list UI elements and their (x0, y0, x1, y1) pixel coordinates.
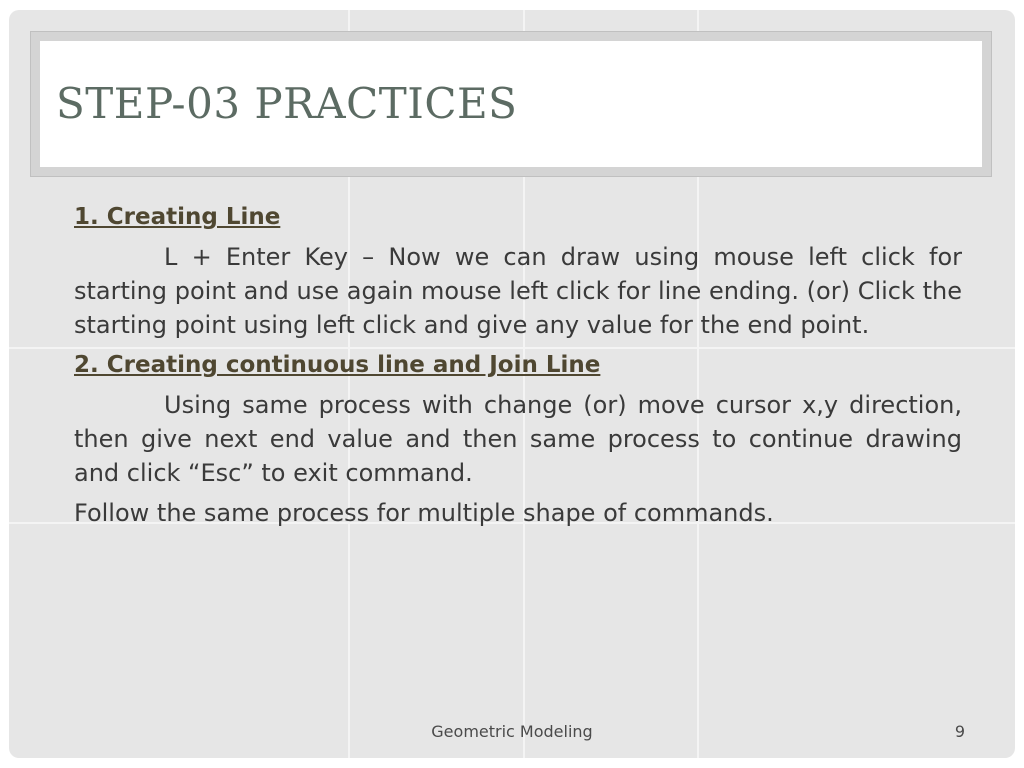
slide-title: STEP-03 PRACTICES (56, 79, 518, 128)
page-number: 9 (954, 722, 965, 741)
section-body-continuous-line: Using same process with change (or) move cursor x,y direction, then give next end value and then same process to continue drawing and click “Esc” to exit command. (74, 391, 962, 487)
title-box (40, 41, 982, 167)
section-heading-creating-line: 1. Creating Line (74, 204, 281, 230)
section-body-creating-line: L + Enter Key – Now we can draw using mouse left click for starting point and use again mouse left click for line ending. (or) Click the starting point using left click and give any value for the end point. (74, 243, 962, 339)
slide (9, 10, 1015, 758)
closing-text: Follow the same process for multiple shape of commands. (74, 499, 774, 527)
section-heading-continuous-line: 2. Creating continuous line and Join Line (74, 352, 601, 378)
slide-content (74, 200, 962, 530)
footer-text: Geometric Modeling (431, 722, 593, 741)
title-frame (30, 31, 992, 177)
